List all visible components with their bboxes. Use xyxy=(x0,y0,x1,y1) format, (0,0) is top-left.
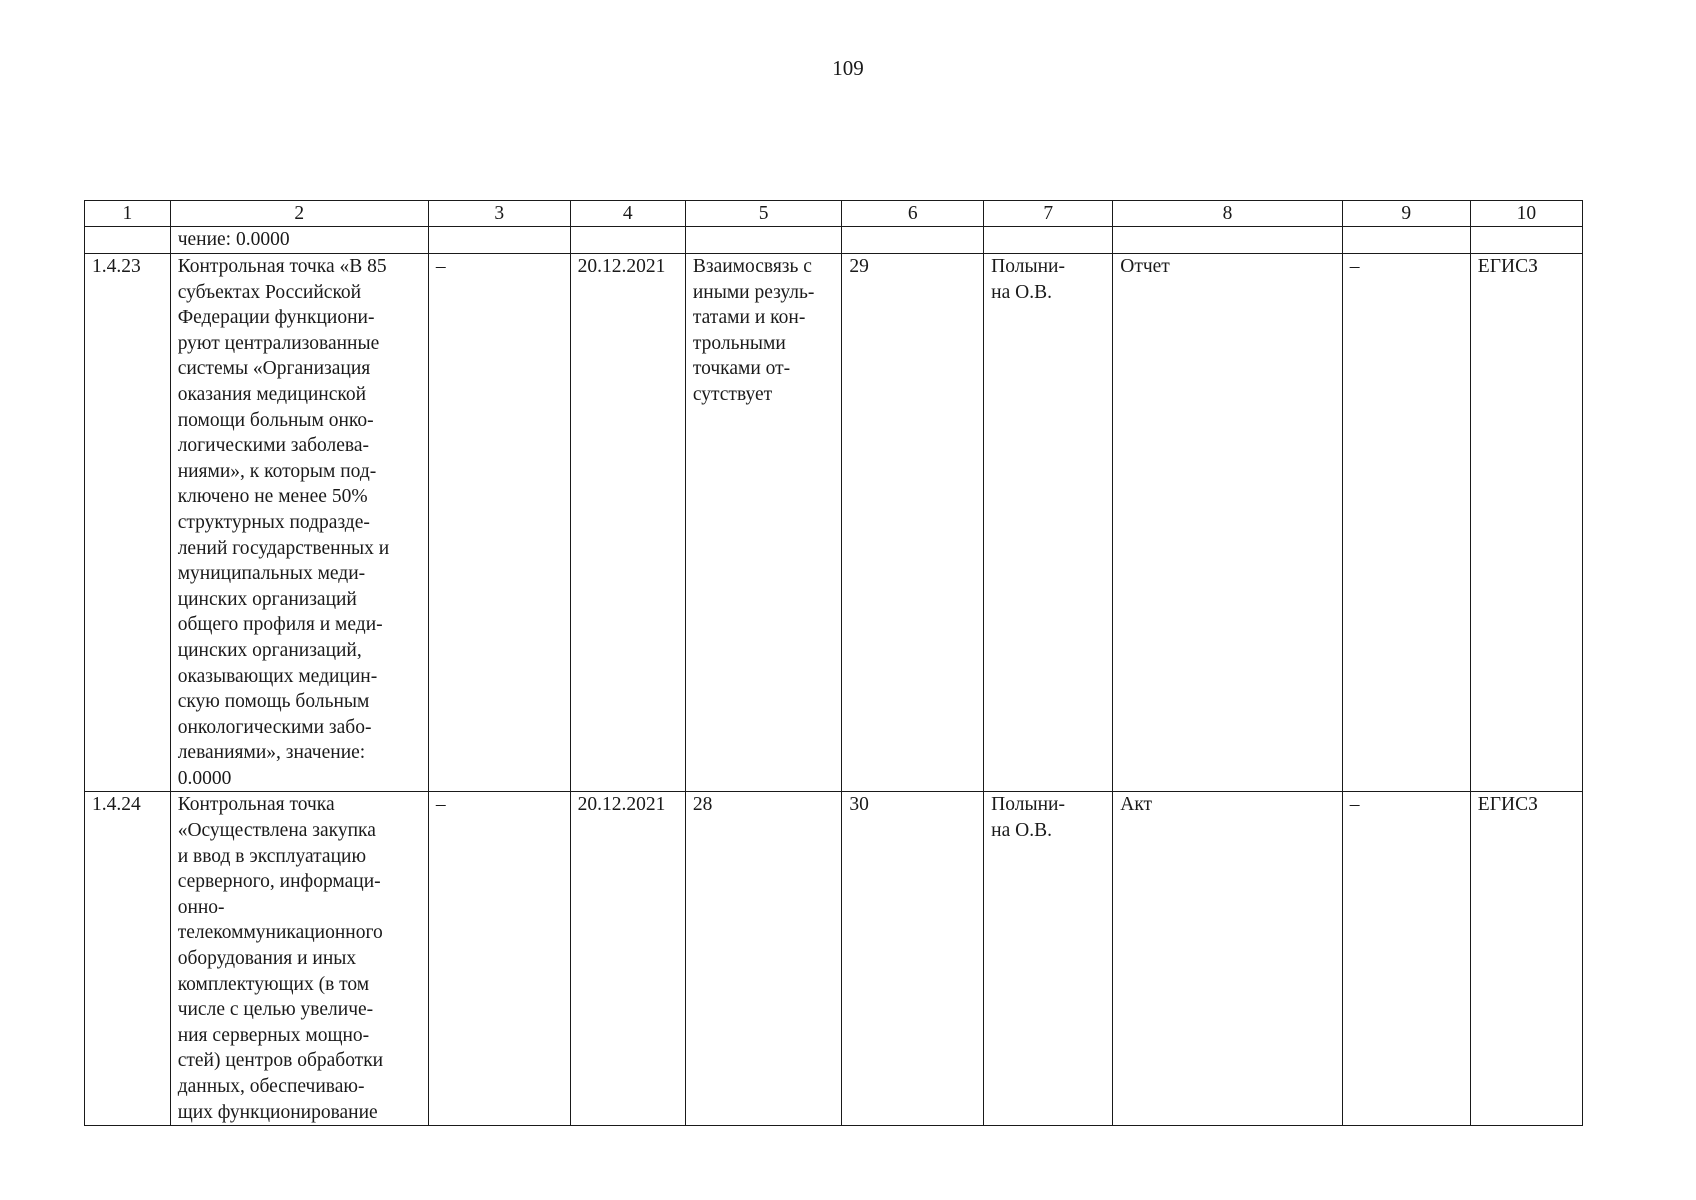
column-header: 9 xyxy=(1342,201,1470,227)
continuation-row xyxy=(85,227,1583,254)
row-number: 1.4.24 xyxy=(85,792,171,1126)
continuation-text: чение: 0.0000 xyxy=(170,227,428,254)
column-header: 4 xyxy=(570,201,685,227)
column-header: 2 xyxy=(170,201,428,227)
control-points-table xyxy=(84,200,1583,1126)
column-header: 8 xyxy=(1113,201,1343,227)
table-row xyxy=(85,254,1583,792)
column-header: 10 xyxy=(1470,201,1582,227)
table-cell xyxy=(1470,227,1582,254)
row-col3: – xyxy=(428,792,570,1126)
table-row xyxy=(85,792,1583,1126)
row-date: 20.12.2021 xyxy=(570,254,685,792)
row-relation: 28 xyxy=(685,792,842,1126)
table-cell xyxy=(1113,227,1343,254)
row-number: 1.4.23 xyxy=(85,254,171,792)
table-cell xyxy=(685,227,842,254)
row-date: 20.12.2021 xyxy=(570,792,685,1126)
row-document: Отчет xyxy=(1113,254,1343,792)
row-system: ЕГИСЗ xyxy=(1470,254,1582,792)
row-description: Контрольная точка «В 85 субъектах Российской Федерации функциони- руют централизованные системы «Организация оказания медицинской помощи больным онко- логическими заболева- ниями», к которым под- ключено не менее 50% структурных подразде- лений государственных и муниципальных меди- цинских организаций общего профиля и меди- цинских организаций, оказывающих медицин- скую помощь больным онкологическими забо- леваниями», значение: 0.0000 xyxy=(170,254,428,792)
row-system: ЕГИСЗ xyxy=(1470,792,1582,1126)
header-row xyxy=(85,201,1583,227)
row-col6: 30 xyxy=(842,792,984,1126)
row-description: Контрольная точка «Осуществлена закупка и ввод в эксплуатацию серверного, информаци- онно- телекоммуникационного оборудования и иных комплектующих (в том числе с целью увеличе- ния серверных мощно- стей) центров обработки данных, обеспечиваю- щих функционирование xyxy=(170,792,428,1126)
table-cell xyxy=(85,227,171,254)
table-cell xyxy=(984,227,1113,254)
table-cell xyxy=(570,227,685,254)
row-col9: – xyxy=(1342,792,1470,1126)
row-responsible: Полыни- на О.В. xyxy=(984,254,1113,792)
column-header: 3 xyxy=(428,201,570,227)
table-cell xyxy=(842,227,984,254)
row-col9: – xyxy=(1342,254,1470,792)
column-header: 7 xyxy=(984,201,1113,227)
table-cell xyxy=(428,227,570,254)
row-col6: 29 xyxy=(842,254,984,792)
column-header: 6 xyxy=(842,201,984,227)
row-document: Акт xyxy=(1113,792,1343,1126)
column-header: 5 xyxy=(685,201,842,227)
row-responsible: Полыни- на О.В. xyxy=(984,792,1113,1126)
table-cell xyxy=(1342,227,1470,254)
page-number: 109 xyxy=(832,56,864,80)
row-col3: – xyxy=(428,254,570,792)
row-relation: Взаимосвязь с иными резуль- татами и кон- трольными точками от- сутствует xyxy=(685,254,842,792)
column-header: 1 xyxy=(85,201,171,227)
